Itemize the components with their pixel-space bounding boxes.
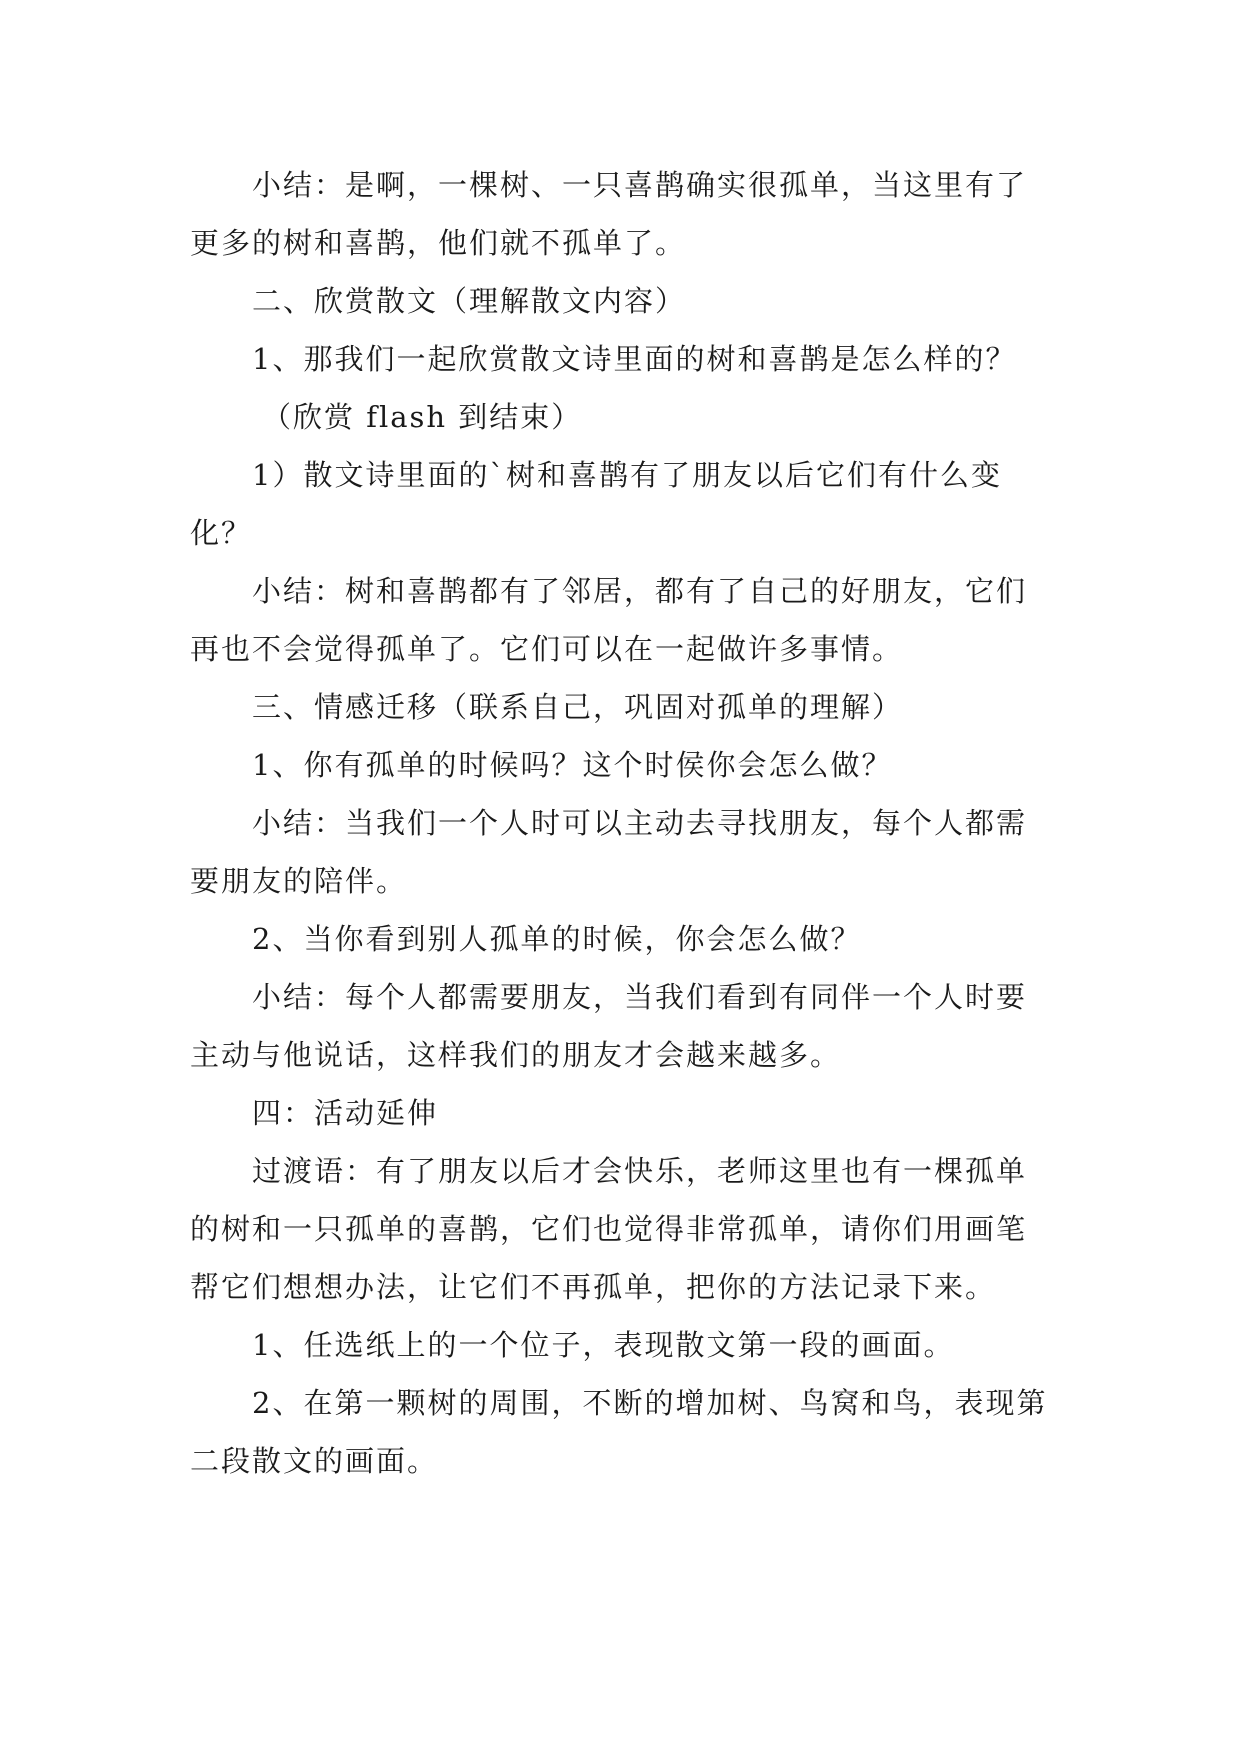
paragraph-question-3: 2、当你看到别人孤单的时候，你会怎么做？ [252,922,862,956]
section-heading-4: 四：活动延伸 [252,1096,439,1130]
paragraph-summary-4: 小结：每个人都需要朋友，当我们看到有同伴一个人时要主动与他说话，这样我们的朋友才会越来越多。 [190,980,1028,1072]
paragraph-question-2: 1、你有孤单的时候吗？这个时侯你会怎么做？ [252,748,893,782]
paragraph-question-1: 1、那我们一起欣赏散文诗里面的树和喜鹊是怎么样的？ [252,342,1017,376]
paragraph-question-1-1: 1）散文诗里面的`树和喜鹊有了朋友以后它们有什么变化？ [190,458,1002,550]
paragraph-flash-note: （欣赏 flash 到结束） [262,400,583,434]
section-heading-2: 二、欣赏散文（理解散文内容） [252,284,687,318]
document-body [190,156,1050,1490]
section-heading-3: 三、情感迁移（联系自己，巩固对孤单的理解） [252,690,904,724]
paragraph-summary-1: 小结：是啊，一棵树、一只喜鹊确实很孤单，当这里有了更多的树和喜鹊，他们就不孤单了。 [190,168,1028,260]
paragraph-step-2: 2、在第一颗树的周围，不断的增加树、鸟窝和鸟，表现第二段散文的画面。 [190,1386,1048,1478]
paragraph-summary-2: 小结：树和喜鹊都有了邻居，都有了自己的好朋友，它们再也不会觉得孤单了。它们可以在一起做许多事情。 [190,574,1028,666]
paragraph-transition: 过渡语：有了朋友以后才会快乐，老师这里也有一棵孤单的树和一只孤单的喜鹊，它们也觉得非常孤单，请你们用画笔帮它们想想办法，让它们不再孤单，把你的方法记录下来。 [190,1154,1028,1304]
paragraph-summary-3: 小结：当我们一个人时可以主动去寻找朋友，每个人都需要朋友的陪伴。 [190,806,1028,898]
paragraph-step-1: 1、任选纸上的一个位子，表现散文第一段的画面。 [252,1328,955,1362]
